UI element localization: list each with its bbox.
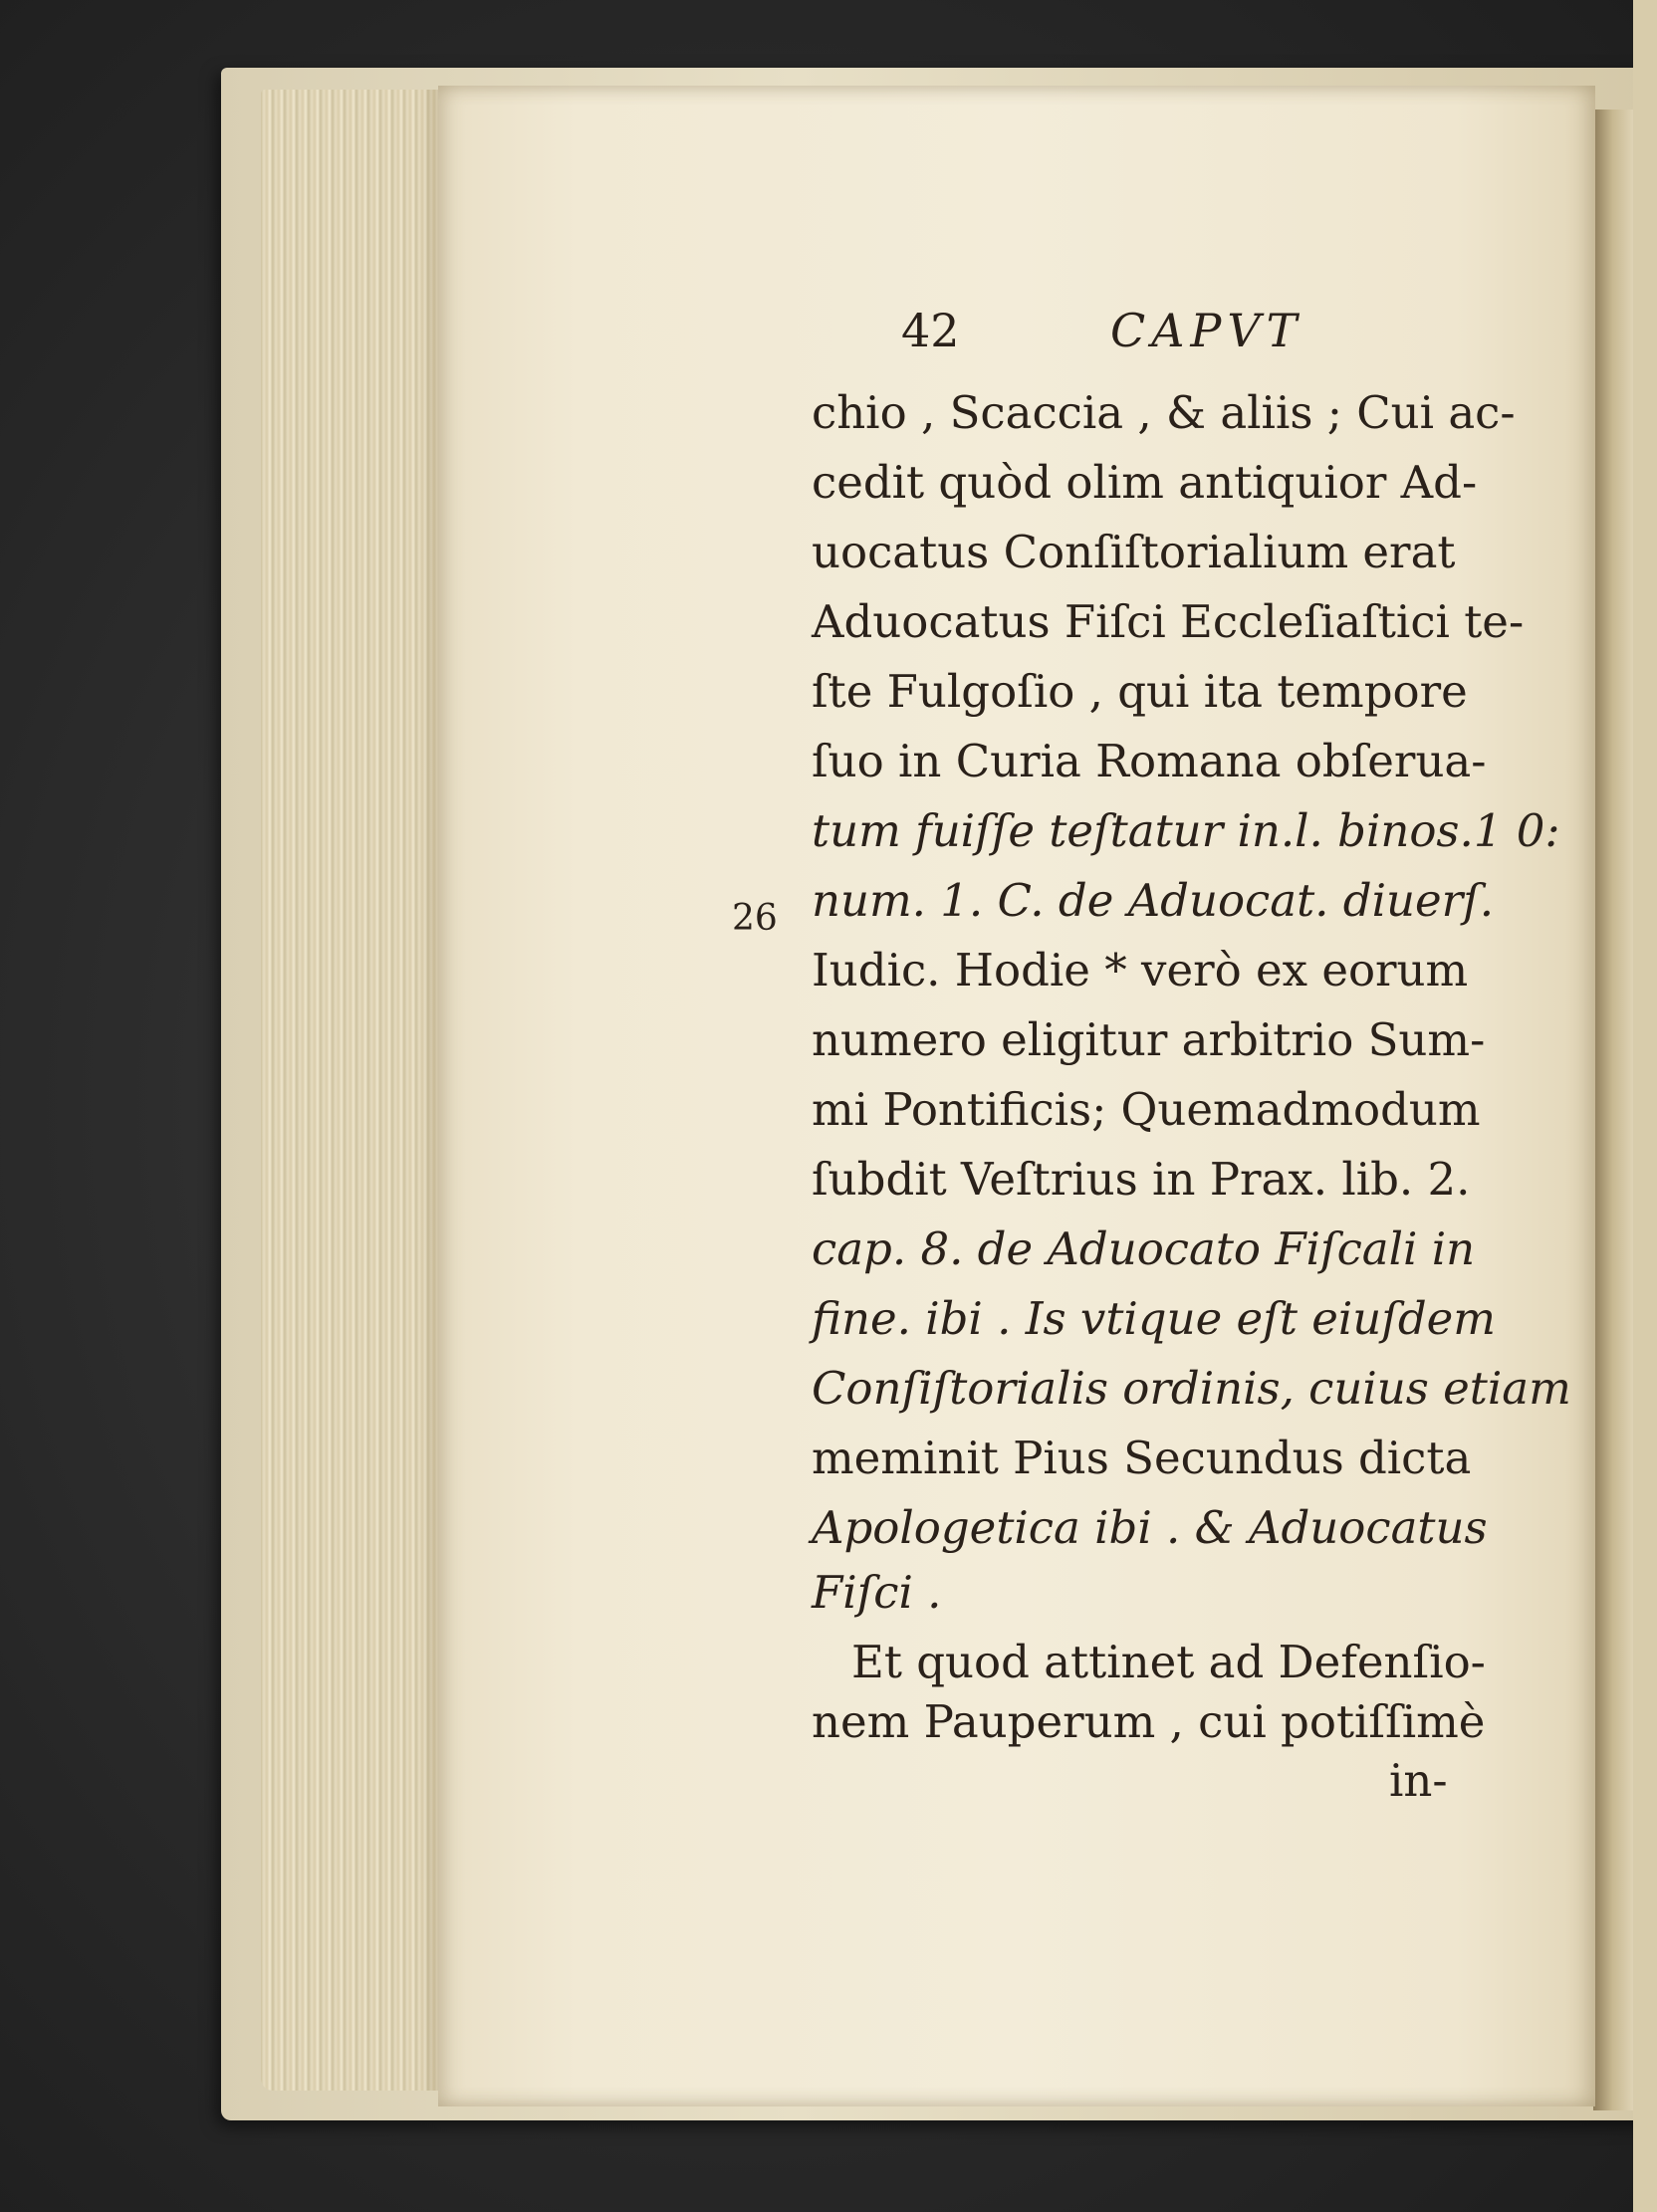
catchword: in- — [1389, 1754, 1448, 1807]
text-line: ſte Fulgoſio , qui ita tempore — [812, 665, 1468, 718]
text-line: Iudic. Hodie * verò ex eorum — [812, 944, 1469, 996]
text-line: Apologetica ibi . & Aduocatus — [812, 1501, 1488, 1554]
right-binding-strip — [1633, 0, 1657, 2212]
text-line: Conſiſtorialis ordinis, cuius etiam — [812, 1362, 1571, 1415]
text-line: meminit Pius Secundus dicta — [812, 1432, 1472, 1484]
text-line: numero eligitur arbitrio Sum- — [812, 1013, 1486, 1066]
text-line: ſubdit Veſtrius in Prax. lib. 2. — [812, 1153, 1471, 1206]
marginal-number: 26 — [732, 898, 778, 939]
text-line: Et quod attinet ad Defenſio- — [851, 1636, 1486, 1688]
page-edges — [261, 90, 440, 2091]
text-line: mi Pontificis; Quemadmodum — [812, 1083, 1481, 1136]
text-line: fine. ibi . Is vtique eſt eiuſdem — [812, 1292, 1496, 1345]
text-line: tum fuiſſe teſtatur in.l. binos.1 0: — [812, 804, 1560, 857]
text-line: Fiſci . — [812, 1566, 942, 1619]
text-line: uocatus Conſiſtorialium erat — [812, 526, 1456, 578]
page-number: 42 — [901, 304, 960, 357]
text-line: chio , Scaccia , & aliis ; Cui ac- — [812, 386, 1516, 439]
text-line: ſuo in Curia Romana obſerua- — [812, 735, 1487, 787]
text-line: Aduocatus Fiſci Eccleſiaſtici te- — [812, 595, 1525, 648]
text-line: cedit quòd olim antiquior Ad- — [812, 456, 1478, 509]
running-title: CAPVT — [1110, 304, 1303, 357]
text-line: nem Pauperum , cui potiſſimè — [812, 1695, 1486, 1748]
text-line: cap. 8. de Aduocato Fiſcali in — [812, 1222, 1476, 1275]
text-line: num. 1. C. de Aduocat. diuerſ. — [812, 874, 1495, 927]
